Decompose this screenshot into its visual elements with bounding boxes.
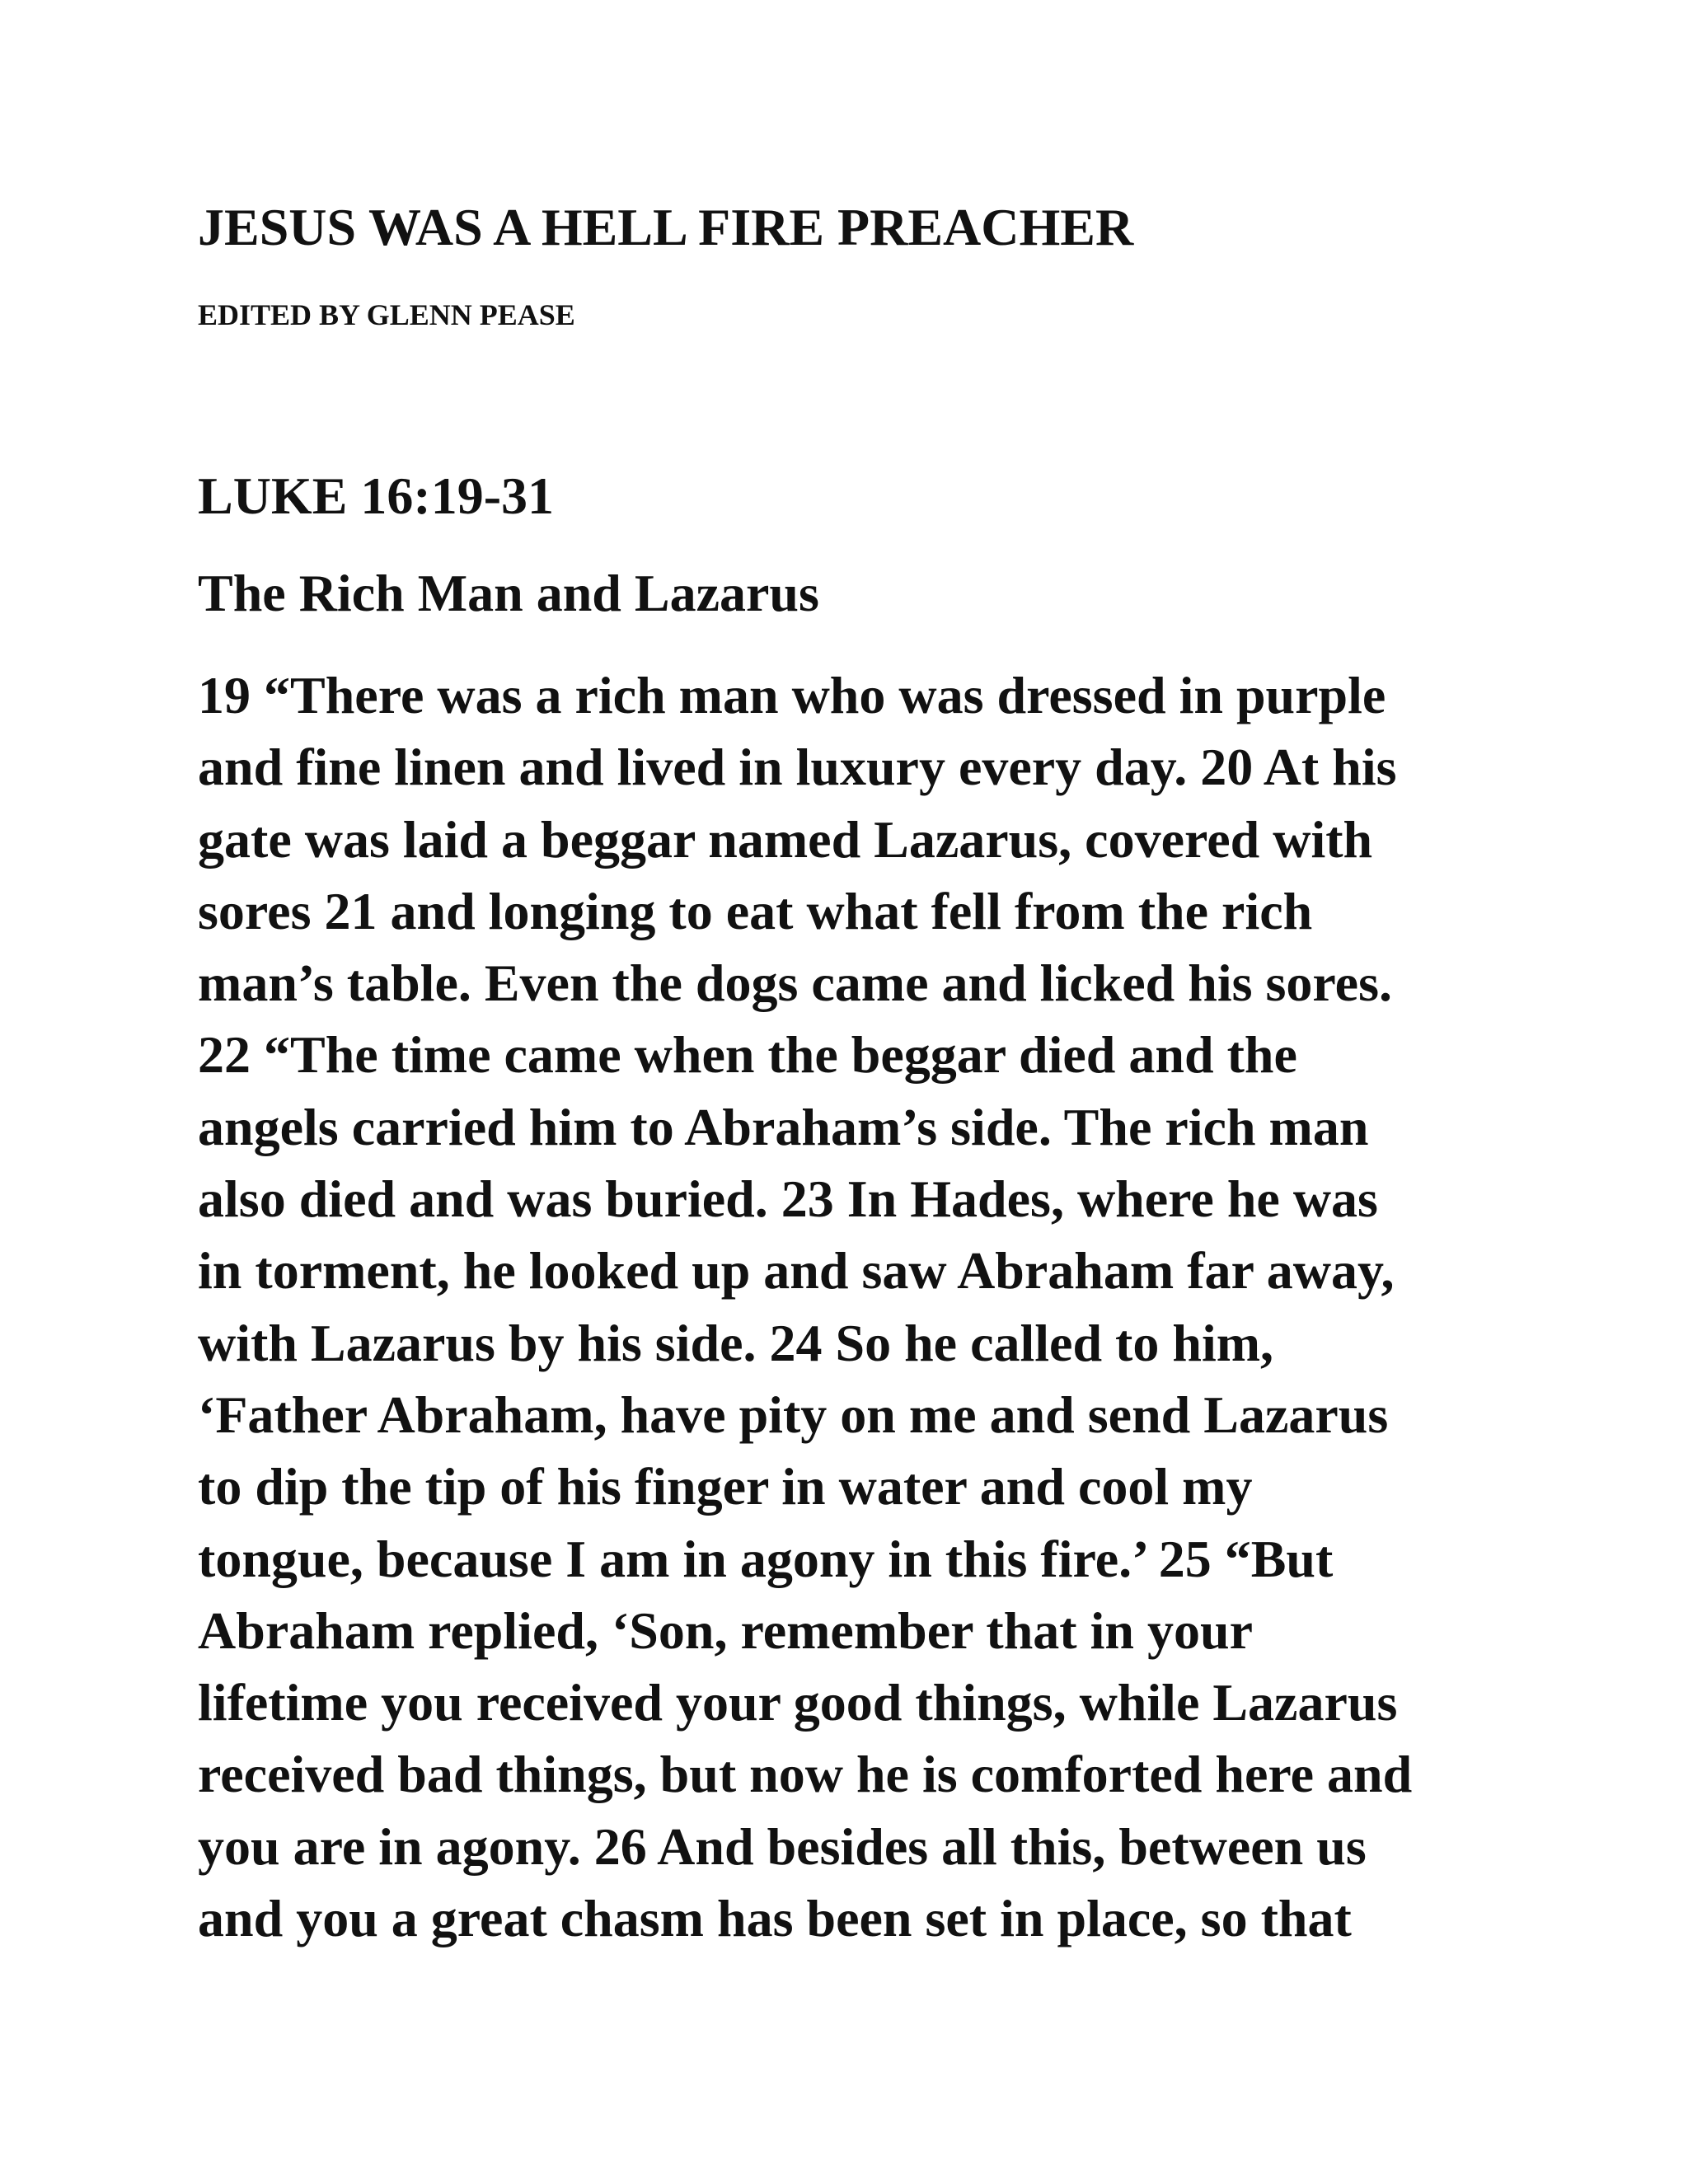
passage-line: Abraham replied, ‘Son, remember that in your xyxy=(198,1601,1253,1660)
passage-line: man’s table. Even the dogs came and licked his sores. xyxy=(198,954,1392,1013)
passage-line: with Lazarus by his side. 24 So he called to him, xyxy=(198,1313,1274,1372)
passage-line: you are in agony. 26 And besides all this, between us xyxy=(198,1816,1367,1876)
passage-line: and fine linen and lived in luxury every day. 20 At his xyxy=(198,738,1397,797)
passage-line: ‘Father Abraham, have pity on me and send Lazarus xyxy=(198,1385,1389,1444)
passage-line: received bad things, but now he is comforted here and xyxy=(198,1745,1413,1804)
scripture-reference: LUKE 16:19-31 xyxy=(198,466,554,525)
section-heading: The Rich Man and Lazarus xyxy=(198,564,819,622)
scripture-passage xyxy=(198,659,1484,1954)
passage-line: tongue, because I am in agony in this fire.’ 25 “But xyxy=(198,1529,1334,1588)
passage-line: to dip the tip of his finger in water and cool my xyxy=(198,1457,1253,1516)
passage-line: angels carried him to Abraham’s side. The rich man xyxy=(198,1097,1369,1156)
passage-line: sores 21 and longing to eat what fell from the rich xyxy=(198,881,1313,940)
document-title: JESUS WAS A HELL FIRE PREACHER xyxy=(198,198,1134,256)
passage-line: in torment, he looked up and saw Abraham far away, xyxy=(198,1241,1395,1301)
passage-line: gate was laid a beggar named Lazarus, covered with xyxy=(198,809,1373,869)
passage-line: 19 “There was a rich man who was dressed in purple xyxy=(198,666,1386,724)
passage-line: also died and was buried. 23 In Hades, where he was xyxy=(198,1169,1378,1229)
passage-line: and you a great chasm has been set in place, so that xyxy=(198,1889,1352,1948)
passage-line: 22 “The time came when the beggar died and the xyxy=(198,1025,1297,1085)
passage-line: lifetime you received your good things, while Lazarus xyxy=(198,1673,1398,1732)
editor-credit: EDITED BY GLENN PEASE xyxy=(198,298,575,331)
